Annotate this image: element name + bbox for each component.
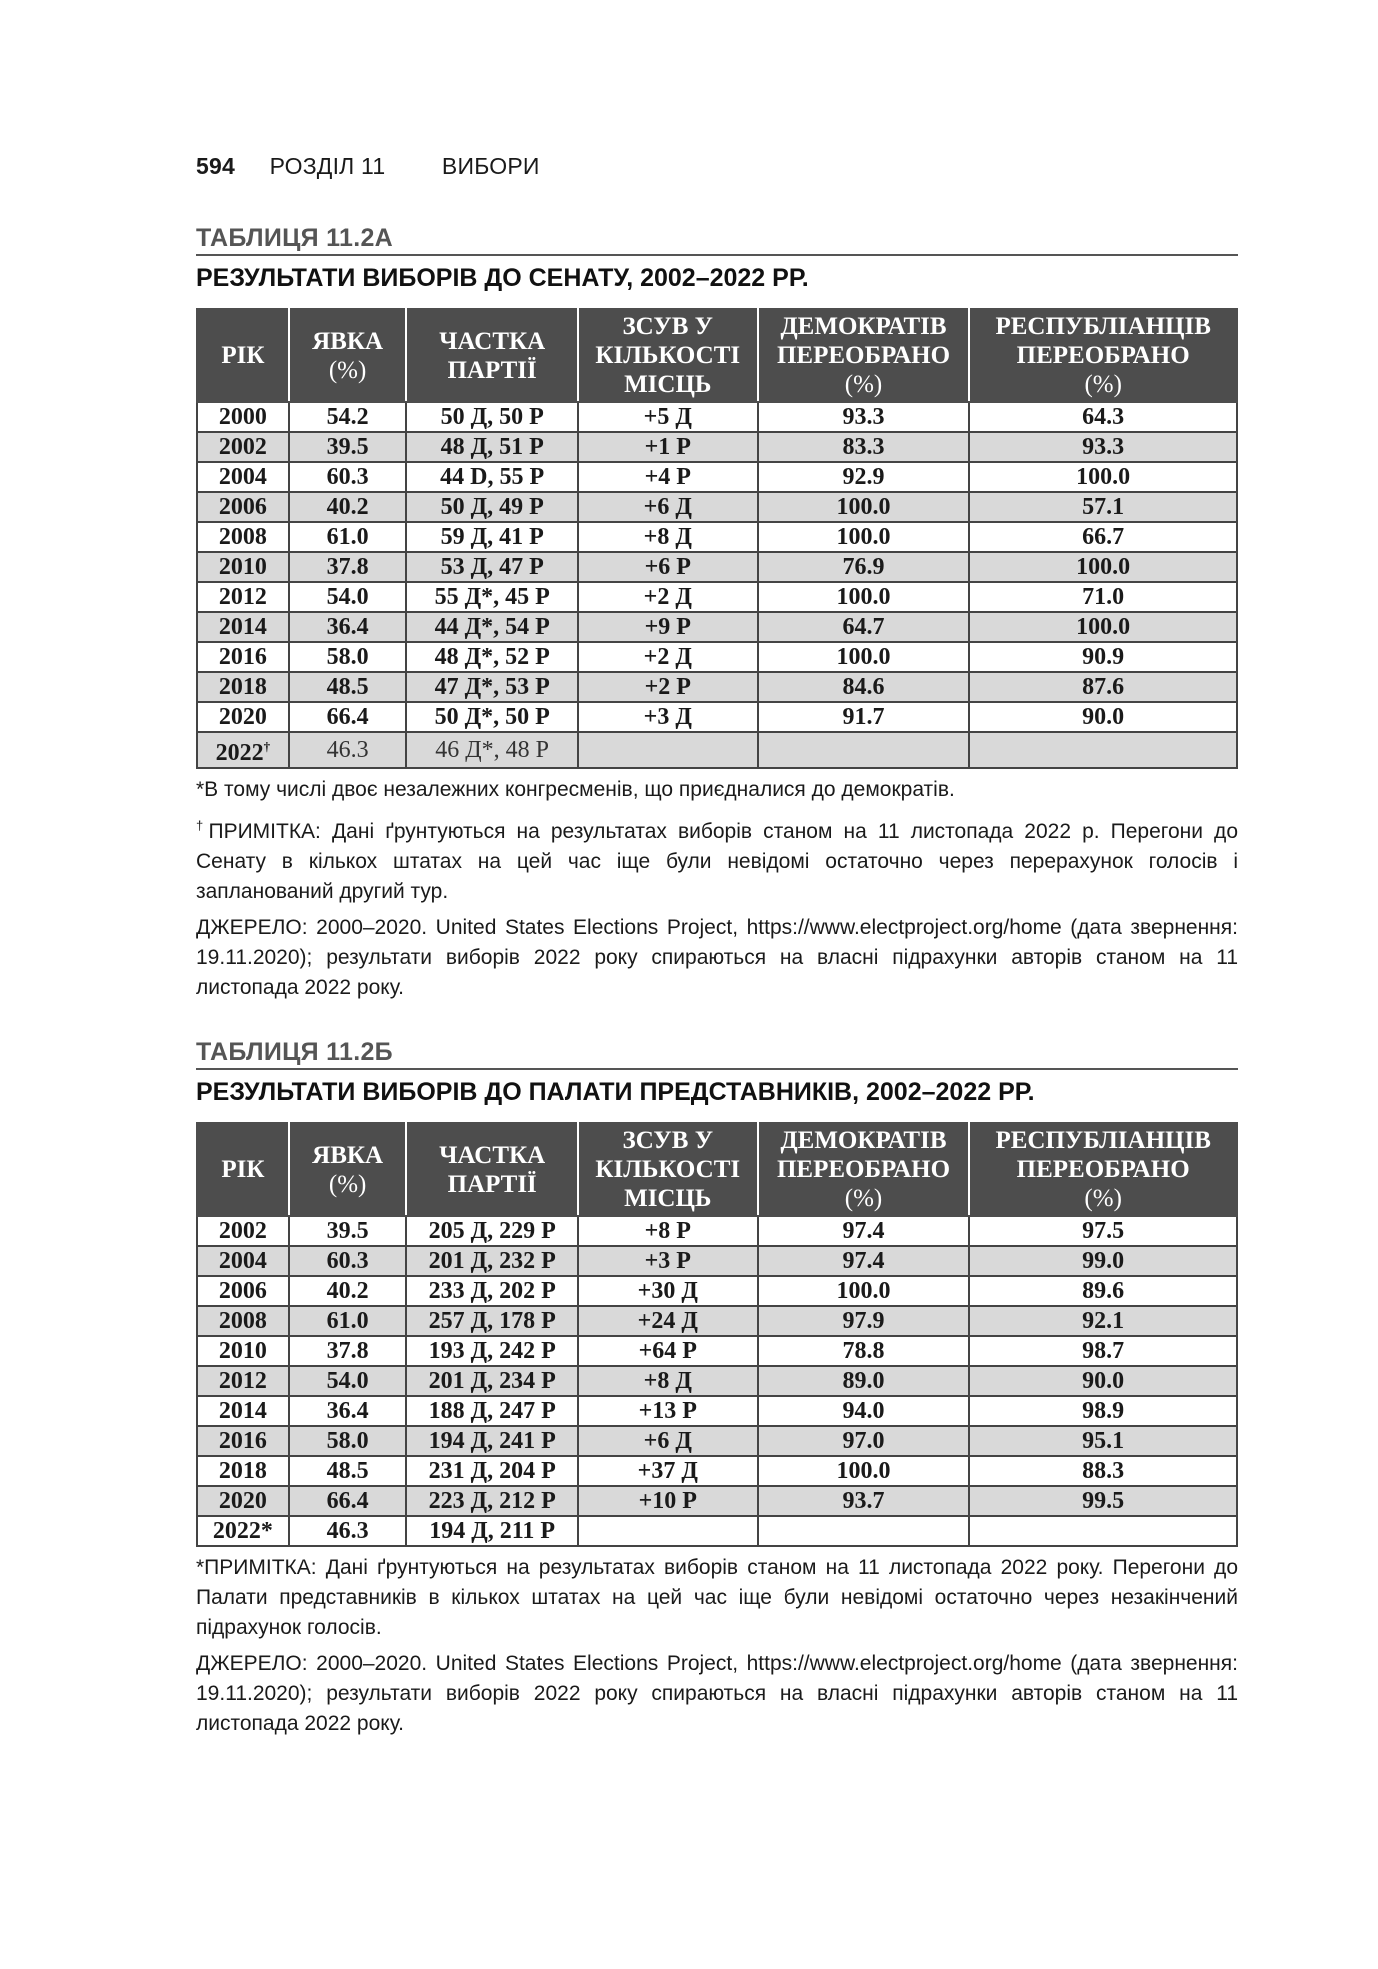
- cell-turnout: 48.5: [289, 1456, 407, 1486]
- cell-rep-reelected: 97.5: [969, 1216, 1237, 1246]
- cell-rep-reelected: 90.9: [969, 642, 1237, 672]
- cell-rep-reelected: 87.6: [969, 672, 1237, 702]
- cell-party-share: 50 Д*, 50 Р: [406, 702, 577, 732]
- cell-party-share: 44 Д*, 54 Р: [406, 612, 577, 642]
- table-row: [197, 1426, 1237, 1456]
- senate-section: [196, 222, 1238, 1009]
- cell-party-share: 48 Д*, 52 Р: [406, 642, 577, 672]
- cell-year: 2000: [197, 402, 289, 432]
- cell-turnout: 61.0: [289, 1306, 407, 1336]
- senate-table-label: ТАБЛИЦЯ 11.2А: [196, 222, 1238, 256]
- header-row: [197, 309, 1237, 402]
- cell-dem-reelected: 100.0: [758, 1276, 970, 1306]
- cell-turnout: 54.0: [289, 1366, 407, 1396]
- cell-rep-reelected: 99.5: [969, 1486, 1237, 1516]
- cell-seat-swing: +37 Д: [578, 1456, 758, 1486]
- cell-turnout: 60.3: [289, 462, 407, 492]
- cell-seat-swing: +30 Д: [578, 1276, 758, 1306]
- cell-seat-swing: +2 Д: [578, 642, 758, 672]
- cell-dem-reelected: 97.0: [758, 1426, 970, 1456]
- cell-seat-swing: +13 Р: [578, 1396, 758, 1426]
- table-row: [197, 1336, 1237, 1366]
- cell-rep-reelected: 90.0: [969, 1366, 1237, 1396]
- cell-party-share: 47 Д*, 53 Р: [406, 672, 577, 702]
- cell-party-share: 48 Д, 51 Р: [406, 432, 577, 462]
- house-section: [196, 1036, 1238, 1745]
- house-table-title: РЕЗУЛЬТАТИ ВИБОРІВ ДО ПАЛАТИ ПРЕДСТАВНИКІВ, 2002–2022 РР.: [196, 1078, 1035, 1106]
- house-table: [196, 1122, 1238, 1547]
- cell-year: 2004: [197, 462, 289, 492]
- dagger-mark: †: [263, 739, 271, 754]
- table-row: [197, 1366, 1237, 1396]
- cell-party-share: 46 Д*, 48 Р: [406, 732, 577, 768]
- house-note: *ПРИМІТКА: Дані ґрунтуються на результатах виборів станом на 11 листопада 2022 року. Перегони до Палати представників в кількох штатах на цей час іще були невідомі остаточно через незакінчений підрахунок голосів.: [196, 1556, 1238, 1639]
- cell-rep-reelected: 100.0: [969, 462, 1237, 492]
- cell-seat-swing: +3 Д: [578, 702, 758, 732]
- cell-rep-reelected: 93.3: [969, 432, 1237, 462]
- cell-rep-reelected: 64.3: [969, 402, 1237, 432]
- cell-turnout: 40.2: [289, 1276, 407, 1306]
- cell-rep-reelected: 100.0: [969, 612, 1237, 642]
- cell-rep-reelected: 95.1: [969, 1426, 1237, 1456]
- cell-seat-swing: +3 Р: [578, 1246, 758, 1276]
- cell-party-share: 201 Д, 232 Р: [406, 1246, 577, 1276]
- running-head: [196, 153, 540, 180]
- cell-year: 2018: [197, 1456, 289, 1486]
- cell-year: 2022*: [197, 1516, 289, 1546]
- cell-seat-swing: [578, 732, 758, 768]
- cell-turnout: 58.0: [289, 642, 407, 672]
- table-row: [197, 1276, 1237, 1306]
- cell-turnout: 66.4: [289, 1486, 407, 1516]
- col-party-share: ЧАСТКА ПАРТІЇ: [406, 309, 577, 402]
- cell-party-share: 44 D, 55 Р: [406, 462, 577, 492]
- cell-rep-reelected: 98.9: [969, 1396, 1237, 1426]
- cell-year: 2014: [197, 612, 289, 642]
- table-row: [197, 522, 1237, 552]
- cell-year: 2010: [197, 1336, 289, 1366]
- cell-party-share: 223 Д, 212 Р: [406, 1486, 577, 1516]
- col-year: РІК: [197, 309, 289, 402]
- cell-dem-reelected: 94.0: [758, 1396, 970, 1426]
- cell-dem-reelected: 93.7: [758, 1486, 970, 1516]
- cell-rep-reelected: 57.1: [969, 492, 1237, 522]
- col-seat-swing: ЗСУВ У КІЛЬКОСТІ МІСЦЬ: [578, 309, 758, 402]
- house-table-label: ТАБЛИЦЯ 11.2Б: [196, 1036, 1238, 1070]
- cell-year: 2018: [197, 672, 289, 702]
- cell-year: 2022†: [197, 732, 289, 768]
- cell-dem-reelected: 100.0: [758, 582, 970, 612]
- cell-rep-reelected: 98.7: [969, 1336, 1237, 1366]
- cell-party-share: 188 Д, 247 Р: [406, 1396, 577, 1426]
- cell-dem-reelected: 100.0: [758, 492, 970, 522]
- cell-seat-swing: [578, 1516, 758, 1546]
- senate-source: ДЖЕРЕЛО: 2000–2020. United States Elections Project, https://www.electproject.org/home (дата звернення: 19.11.2020); результати виборів 2022 року спираються на власні підрахунки авторів станом на 11 листопада 2022 року.: [196, 916, 1238, 999]
- col-party-share: ЧАСТКА ПАРТІЇ: [406, 1123, 577, 1216]
- table-row: [197, 1246, 1237, 1276]
- cell-seat-swing: +10 Р: [578, 1486, 758, 1516]
- cell-dem-reelected: 100.0: [758, 642, 970, 672]
- cell-seat-swing: +9 Р: [578, 612, 758, 642]
- senate-table: [196, 308, 1238, 769]
- cell-year: 2008: [197, 1306, 289, 1336]
- cell-year: 2006: [197, 492, 289, 522]
- cell-dem-reelected: 100.0: [758, 1456, 970, 1486]
- cell-party-share: 231 Д, 204 Р: [406, 1456, 577, 1486]
- cell-year: 2002: [197, 432, 289, 462]
- table-row: [197, 1516, 1237, 1546]
- senate-note-star: *В тому числі двоє незалежних конгресменів, що приєдналися до демократів.: [196, 778, 955, 801]
- house-notes: [196, 1553, 1238, 1739]
- cell-seat-swing: +2 Д: [578, 582, 758, 612]
- table-row: [197, 402, 1237, 432]
- cell-dem-reelected: 64.7: [758, 612, 970, 642]
- table-row: [197, 702, 1237, 732]
- col-turnout: ЯВКА (%): [289, 1123, 407, 1216]
- cell-seat-swing: +64 Р: [578, 1336, 758, 1366]
- cell-turnout: 39.5: [289, 1216, 407, 1246]
- cell-dem-reelected: 84.6: [758, 672, 970, 702]
- cell-year: 2012: [197, 582, 289, 612]
- cell-party-share: 257 Д, 178 Р: [406, 1306, 577, 1336]
- cell-rep-reelected: [969, 732, 1237, 768]
- cell-rep-reelected: 89.6: [969, 1276, 1237, 1306]
- cell-party-share: 55 Д*, 45 Р: [406, 582, 577, 612]
- table-row: [197, 1396, 1237, 1426]
- cell-dem-reelected: 97.9: [758, 1306, 970, 1336]
- senate-notes: [196, 775, 1238, 1003]
- cell-year: 2012: [197, 1366, 289, 1396]
- cell-party-share: 50 Д, 50 Р: [406, 402, 577, 432]
- cell-turnout: 46.3: [289, 732, 407, 768]
- table-row: [197, 1486, 1237, 1516]
- table-row: [197, 492, 1237, 522]
- cell-seat-swing: +24 Д: [578, 1306, 758, 1336]
- cell-seat-swing: +6 Д: [578, 1426, 758, 1456]
- cell-dem-reelected: 83.3: [758, 432, 970, 462]
- cell-dem-reelected: 76.9: [758, 552, 970, 582]
- cell-turnout: 37.8: [289, 1336, 407, 1366]
- cell-year: 2014: [197, 1396, 289, 1426]
- cell-turnout: 61.0: [289, 522, 407, 552]
- table-row: [197, 642, 1237, 672]
- cell-dem-reelected: 92.9: [758, 462, 970, 492]
- cell-turnout: 37.8: [289, 552, 407, 582]
- cell-turnout: 40.2: [289, 492, 407, 522]
- table-row: [197, 672, 1237, 702]
- cell-party-share: 193 Д, 242 Р: [406, 1336, 577, 1366]
- col-rep-reelected: РЕСПУБЛІАНЦІВ ПЕРЕОБРАНО (%): [969, 1123, 1237, 1216]
- cell-dem-reelected: 97.4: [758, 1246, 970, 1276]
- table-row: [197, 612, 1237, 642]
- cell-dem-reelected: [758, 1516, 970, 1546]
- col-seat-swing: ЗСУВ У КІЛЬКОСТІ МІСЦЬ: [578, 1123, 758, 1216]
- cell-year: 2002: [197, 1216, 289, 1246]
- cell-year: 2016: [197, 642, 289, 672]
- cell-year: 2006: [197, 1276, 289, 1306]
- cell-dem-reelected: 93.3: [758, 402, 970, 432]
- cell-turnout: 36.4: [289, 1396, 407, 1426]
- table-row: [197, 1306, 1237, 1336]
- cell-year: 2008: [197, 522, 289, 552]
- cell-dem-reelected: 100.0: [758, 522, 970, 552]
- table-row: [197, 462, 1237, 492]
- cell-year: 2016: [197, 1426, 289, 1456]
- cell-party-share: 50 Д, 49 Р: [406, 492, 577, 522]
- cell-rep-reelected: 71.0: [969, 582, 1237, 612]
- cell-turnout: 39.5: [289, 432, 407, 462]
- cell-dem-reelected: 89.0: [758, 1366, 970, 1396]
- table-row: [197, 1456, 1237, 1486]
- cell-turnout: 66.4: [289, 702, 407, 732]
- cell-seat-swing: +8 Р: [578, 1216, 758, 1246]
- cell-party-share: 205 Д, 229 Р: [406, 1216, 577, 1246]
- senate-note-dagger: †ПРИМІТКА: Дані ґрунтуються на результатах виборів станом на 11 листопада 2022 р. Перегони до Сенату в кількох штатах на цей час іще були невідомі остаточно через перерахунок голосів і запланований другий тур.: [196, 818, 1238, 903]
- cell-rep-reelected: 99.0: [969, 1246, 1237, 1276]
- chapter-label: РОЗДІЛ 11: [269, 153, 386, 179]
- cell-seat-swing: +8 Д: [578, 522, 758, 552]
- header-row: [197, 1123, 1237, 1216]
- chapter-topic: ВИБОРИ: [441, 153, 540, 179]
- table-row: [197, 732, 1237, 768]
- house-source: ДЖЕРЕЛО: 2000–2020. United States Elections Project, https://www.electproject.org/home (дата звернення: 19.11.2020); результати виборів 2022 року спираються на власні підрахунки авторів станом на 11 листопада 2022 року.: [196, 1652, 1238, 1735]
- cell-party-share: 194 Д, 211 Р: [406, 1516, 577, 1546]
- table-row: [197, 432, 1237, 462]
- table-row: [197, 1216, 1237, 1246]
- cell-rep-reelected: [969, 1516, 1237, 1546]
- cell-rep-reelected: 90.0: [969, 702, 1237, 732]
- col-turnout: ЯВКА (%): [289, 309, 407, 402]
- cell-dem-reelected: 97.4: [758, 1216, 970, 1246]
- cell-seat-swing: +6 Д: [578, 492, 758, 522]
- cell-turnout: 60.3: [289, 1246, 407, 1276]
- table-row: [197, 552, 1237, 582]
- cell-seat-swing: +2 Р: [578, 672, 758, 702]
- cell-seat-swing: +4 Р: [578, 462, 758, 492]
- cell-dem-reelected: 78.8: [758, 1336, 970, 1366]
- cell-year: 2004: [197, 1246, 289, 1276]
- cell-dem-reelected: 91.7: [758, 702, 970, 732]
- table-row: [197, 582, 1237, 612]
- cell-party-share: 53 Д, 47 Р: [406, 552, 577, 582]
- cell-year: 2010: [197, 552, 289, 582]
- cell-rep-reelected: 66.7: [969, 522, 1237, 552]
- cell-party-share: 194 Д, 241 Р: [406, 1426, 577, 1456]
- cell-party-share: 59 Д, 41 Р: [406, 522, 577, 552]
- cell-seat-swing: +5 Д: [578, 402, 758, 432]
- cell-turnout: 54.2: [289, 402, 407, 432]
- senate-table-title: РЕЗУЛЬТАТИ ВИБОРІВ ДО СЕНАТУ, 2002–2022 РР.: [196, 264, 809, 292]
- cell-rep-reelected: 92.1: [969, 1306, 1237, 1336]
- col-year: РІК: [197, 1123, 289, 1216]
- cell-year: 2020: [197, 1486, 289, 1516]
- cell-seat-swing: +8 Д: [578, 1366, 758, 1396]
- cell-rep-reelected: 100.0: [969, 552, 1237, 582]
- col-rep-reelected: РЕСПУБЛІАНЦІВ ПЕРЕОБРАНО (%): [969, 309, 1237, 402]
- cell-party-share: 233 Д, 202 Р: [406, 1276, 577, 1306]
- cell-party-share: 201 Д, 234 Р: [406, 1366, 577, 1396]
- cell-seat-swing: +1 Р: [578, 432, 758, 462]
- page-number: 594: [196, 153, 235, 179]
- cell-year: 2020: [197, 702, 289, 732]
- cell-turnout: 54.0: [289, 582, 407, 612]
- cell-dem-reelected: [758, 732, 970, 768]
- cell-turnout: 58.0: [289, 1426, 407, 1456]
- cell-turnout: 36.4: [289, 612, 407, 642]
- cell-turnout: 48.5: [289, 672, 407, 702]
- col-dem-reelected: ДЕМОКРАТІВ ПЕРЕОБРАНО (%): [758, 309, 970, 402]
- col-dem-reelected: ДЕМОКРАТІВ ПЕРЕОБРАНО (%): [758, 1123, 970, 1216]
- cell-rep-reelected: 88.3: [969, 1456, 1237, 1486]
- cell-turnout: 46.3: [289, 1516, 407, 1546]
- cell-seat-swing: +6 Р: [578, 552, 758, 582]
